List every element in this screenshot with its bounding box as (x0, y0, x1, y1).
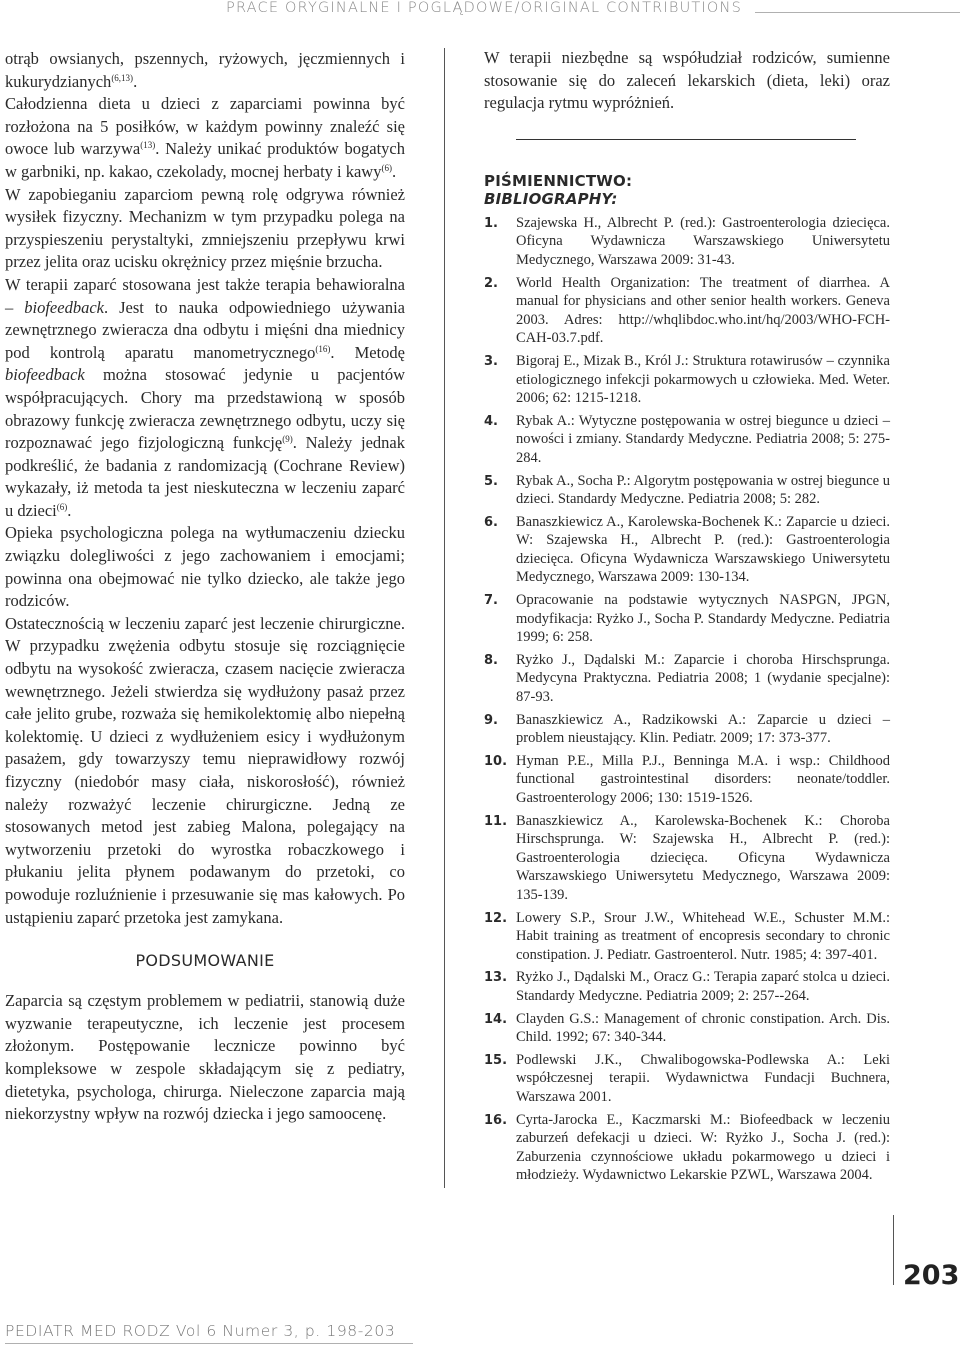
reference-text: Cyrta-Jarocka E., Kaczmarski M.: Biofeedback w leczeniu zaburzeń defekacji u dzieci. W: Ryżko J., Socha J. (red.): Zaburzenia czynnościowe układu pokarmowego u dzieci i młodzieży. Wydawnictwo Lekarskie PZWL, Warszawa 2004. (516, 1111, 890, 1184)
citation: (6) (381, 162, 392, 173)
reference-number: 3. (484, 353, 498, 369)
reference-text: Ryżko J., Dądalski M.: Zaparcie i choroba Hirschsprunga. Medycyna Praktyczna. Pediatria 2008; 1 (wydanie specjalne): 87-93. (516, 651, 890, 706)
citation: (16) (315, 343, 331, 354)
reference-item (484, 591, 890, 647)
reference-number: 10. (484, 753, 508, 769)
reference-number: 8. (484, 652, 498, 668)
citation: (6) (56, 501, 68, 512)
reference-item (484, 812, 890, 905)
reference-number: 13. (484, 970, 508, 986)
left-column (5, 48, 405, 1126)
reference-text: Ryżko J., Dądalski M., Oracz G.: Terapia zaparć stolca u dzieci. Standardy Medyczne. Pediatria 2009; 2: 257--264. (516, 969, 890, 1004)
running-header: PRACE ORYGINALNE I POGLĄDOWE/ORIGINAL CONTRIBUTIONS (226, 0, 742, 16)
reference-text: Szajewska H., Albrecht P. (red.): Gastroenterologia dziecięca. Oficyna Wydawnicza Warszawskiego Uniwersytetu Medycznego, Warszawa 2009: 31-43. (516, 214, 890, 268)
reference-list (484, 214, 890, 1185)
reference-item (484, 472, 890, 509)
reference-number: 2. (484, 275, 498, 291)
references-subheading: BIBLIOGRAPHY: (484, 189, 618, 208)
reference-item (484, 651, 890, 707)
citation: (9) (282, 434, 293, 445)
reference-item (484, 711, 890, 748)
reference-text: Banaszkiewicz A., Radzikowski A.: Zaparcie u dzieci – problem nieustający. Klin. Pediatr. 2009; 17: 373-377. (516, 711, 890, 747)
reference-item (484, 214, 890, 270)
reference-item (484, 274, 890, 348)
paragraph-therapy: W terapii niezbędne są współudział rodziców, sumienne stosowanie się do zaleceń lekarskich (dieta, leki) oraz regulacja rytmu wypróżnień. (484, 48, 890, 113)
paragraph-diet: Całodzienna dieta u dzieci z zaparciami powinna być rozłożona na 5 posiłków, w każdym powinny znaleźć się owoce lub warzywa$^{(13)}$. Należy unikać produktów bogatych w garbniki, np. kakao, czekolady, mocnej herbaty i kawy$^{(6)}$. (5, 94, 405, 181)
reference-number: 5. (484, 473, 498, 489)
reference-number: 11. (484, 813, 508, 829)
reference-text: Lowery S.P., Srour J.W., Whitehead W.E., Schuster M.M.: Habit training as treatment of encopresis secondary to chronic constipation. J. Pediatr. Gastroenterol. Nutr. 1985; 4: 397-401. (516, 909, 890, 963)
separator-rule (516, 139, 856, 140)
reference-item (484, 1051, 890, 1107)
reference-text: Opracowanie na podstawie wytycznych NASPGN, JPGN, modyfikacja: Ryżko J., Socha P. Standardy Medyczne. Pediatria 1999; 6: 258. (516, 592, 890, 646)
reference-item (484, 752, 890, 808)
references-heading: PIŚMIENNICTWO: (484, 171, 633, 190)
reference-item (484, 1111, 890, 1185)
paragraph-bran: otrąb owsianych, pszennych, ryżowych, jęczmiennych i kukurydzianych$^{(6,13)}$. (5, 49, 405, 91)
column-divider (444, 48, 445, 1188)
citation: (13) (140, 140, 156, 151)
journal-citation: PEDIATR MED RODZ Vol 6 Numer 3, p. 198-203 (5, 1322, 396, 1340)
reference-number: 14. (484, 1011, 508, 1027)
summary-heading: PODSUMOWANIE (135, 951, 275, 971)
reference-text: Rybak A.: Wytyczne postępowania w ostrej biegunce u dzieci – nowości i zmiany. Standardy Medyczne. Pediatria 2008; 5: 275-284. (516, 412, 890, 466)
reference-number: 1. (484, 215, 498, 231)
reference-item (484, 412, 890, 468)
reference-text: World Health Organization: The treatment of diarrhea. A manual for physicians and other senior health workers. Geneva 2003. Adres: http://whqlibdoc.who.int/hq/2003/WHO-FCH-CAH-03.7.pdf. (516, 274, 890, 347)
reference-text: Podlewski J.K., Chwalibogowska-Podlewska A.: Leki współczesnej terapii. Wydawnictwa Fundacji Buchnera, Warszawa 2001. (516, 1051, 890, 1105)
paragraph-surgery: Ostatecznością w leczeniu zaparć jest leczenie chirurgiczne. W przypadku zwężenia odbytu stosuje się rozciągnięcie odbytu na wysokość zwieracza, czasem nacięcie zwieracza wewnętrznego. Jeżeli stwierdza się wydłużony pasaż przez całe jelito grube, rozważa się hemikolektomię albo niepełną kolektomię. U dzieci z wydłużeniem esicy i wydłużonym pasażem, gdy towarzyszy temu nieprawidłowy rozwój fizyczny (niedobór masy ciała, niskorosłość), również należy rozważyć leczenie chirurgiczne. Jedną ze stosowanych metod jest zabieg Malona, polegający na wytworzeniu przetoki do wyrostka robaczkowego i płukaniu jelita płynem podawanym do przetoki, co powoduje rozluźnienie i przesuwanie się mas kałowych. Po ustąpieniu zaparć przetoka jest zamykana. (5, 613, 405, 927)
page-number: 203 (903, 1260, 960, 1291)
header-rule (755, 12, 960, 13)
reference-number: 6. (484, 514, 498, 530)
paragraph-exercise: W zapobieganiu zaparciom pewną rolę odgrywa również wysiłek fizyczny. Mechanizm w tym przypadku polega na przyspieszeniu perystaltyki, zmniejszeniu przepływu krwi przez jelita oraz ucisku okrężnicy przez mięśnie brzucha. (5, 184, 405, 272)
reference-item (484, 513, 890, 587)
reference-number: 12. (484, 910, 508, 926)
reference-number: 16. (484, 1112, 508, 1128)
right-column (484, 47, 890, 1189)
citation: (6,13) (111, 72, 134, 83)
reference-text: Bigoraj E., Mizak B., Król J.: Struktura rotawirusów – czynnika etiologicznego infekcji pokarmowych u człowieka. Med. Weter. 2006; 62: 1215-1218. (516, 352, 890, 407)
reference-text: Hyman P.E., Milla P.J., Benninga M.A. i wsp.: Childhood functional gastrointestinal disorders: neonate/toddler. Gastroenterology 2006; 130: 1519-1526. (516, 752, 890, 806)
footer-rule (5, 1343, 413, 1344)
reference-item (484, 968, 890, 1005)
reference-number: 9. (484, 712, 498, 728)
reference-text: Clayden G.S.: Management of chronic constipation. Arch. Dis. Child. 1992; 67: 340-344. (516, 1010, 890, 1046)
reference-text: Banaszkiewicz A., Karolewska-Bochenek K.: Choroba Hirschsprunga. W: Szajewska H., Albrecht P. (red.): Gastroenterologia dziecięca. Oficyna Wydawnicza Warszawskiego Uniwersytetu Medycznego, Warszawa 2009: 135-139. (516, 812, 890, 903)
reference-item (484, 352, 890, 408)
paragraph-biofeedback: W terapii zaparć stosowana jest także terapia behawioralna – biofeedback. Jest to nauka odpowiedniego używania zewnętrznego zwieracza dna odbytu i mięśni dna miednicy pod kontrolą aparatu manometrycznego$^{(16)}$. Metodę biofeedback można stosować jedynie u pacjentów współpracujących. Chory ma przedstawioną w sposób obrazowy funkcję zwieracza zewnętrznego odbytu, uczy się rozpoznawać jego fizjologiczną funkcję$^{(9)}$. Należy jednak podkreślić, że badania z randomizacją (Cochrane Review) wykazały, iż metoda ta jest nieskuteczna w leczeniu zaparć u dzieci$^{(6)}$. (5, 274, 406, 520)
reference-text: Banaszkiewicz A., Karolewska-Bochenek K.: Zaparcie u dzieci. W: Szajewska H., Albrecht P. (red.): Gastroenterologia dziecięca. Oficyna Wydawnicza Warszawskiego Uniwersytetu Medycznego, Warszawa 2009: 130-134. (516, 513, 890, 586)
reference-text: Rybak A., Socha P.: Algorytm postępowania w ostrej biegunce u dzieci. Standardy Medyczne. Pediatria 2008; 5: 282. (516, 472, 890, 508)
reference-item (484, 909, 890, 965)
reference-number: 7. (484, 593, 498, 609)
page-number-rule (893, 1215, 894, 1285)
reference-item (484, 1010, 890, 1047)
paragraph-summary: Zaparcia są częstym problemem w pediatrii, stanowią duże wyzwanie terapeutyczne, ich leczenie jest procesem złożonym. Postępowanie lecznicze powinno być kompleksowe w zespole składającym się z pediatry, dietetyka, psychologa, chirurga. Nieleczone zaparcia mają niekorzystny wpływ na rozwój dziecka i jego samoocenę. (5, 991, 405, 1124)
reference-number: 15. (484, 1052, 508, 1068)
reference-number: 4. (484, 413, 498, 429)
paragraph-psychology: Opieka psychologiczna polega na wytłumaczeniu dziecku związku dolegliwości z jego zachowaniem i emocjami; powinna ona obejmować nie tylko dziecko, ale także jego rodziców. (5, 523, 405, 611)
